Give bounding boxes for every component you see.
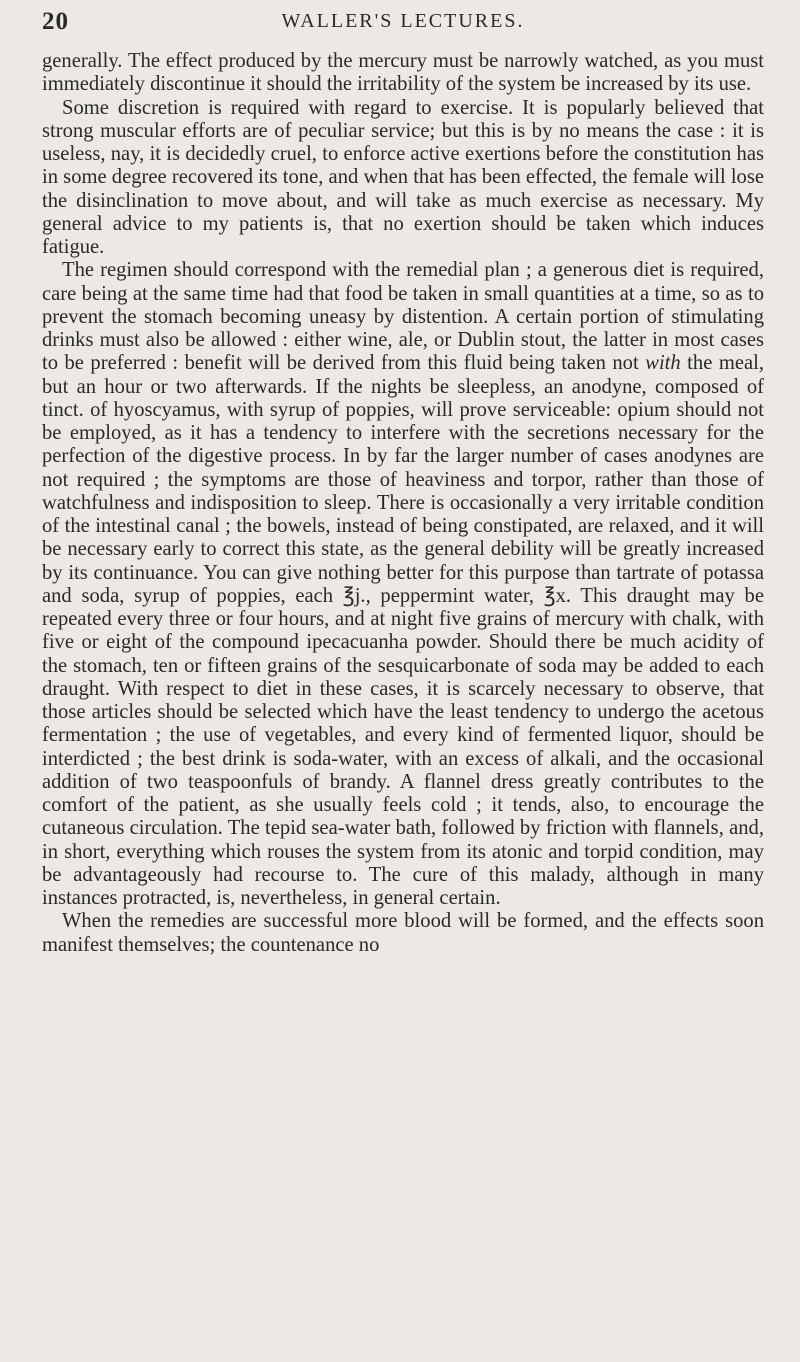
page-number: 20 [42,8,69,35]
text-run: Some discretion is required with regard to exercise. It is popularly believed that strong muscular efforts are of peculiar service; but this is by no means the case : it is useless, nay, it is decidedly cruel, to enforce active exertions before the constitution has in some degree recovered its tone, and when that has been effected, the female will lose the disinclination to move about, and will take as much exercise as necessary. My general advice to my patients is, that no exertion should be taken which induces fatigue. [42,96,764,258]
paragraph [42,50,764,97]
text-run: generally. The effect produced by the mercury must be narrowly watched, as you must immediately discontinue it should the irritability of the system be increased by its use. [42,50,764,96]
paragraph [42,259,764,910]
paragraph [42,910,764,957]
paragraph [42,97,764,260]
body-text [42,50,764,957]
text-run: The regimen should correspond with the remedial plan ; a generous diet is required, care being at the same time had that food be taken in small quantities at a time, so as to prevent the stomach becoming uneasy by distention. A certain portion of stimulating drinks must also be allowed : either wine, ale, or Dublin stout, the latter in most cases to be preferred : benefit will be derived from this fluid being taken not [42,259,764,375]
italic-text: with [645,352,681,375]
text-run: the meal, but an hour or two afterwards. If the nights be sleepless, an anodyne, composed of tinct. of hyoscyamus, with syrup of poppies, will prove serviceable: opium should not be employed, as it has a tendency to interfere with the secretions necessary for the perfection of the digestive process. In by far the larger number of cases anodynes are not required ; the symptoms are those of heaviness and torpor, rather than those of watchfulness and indisposition to sleep. There is occasionally a very irritable condition of the intestinal canal ; the bowels, instead of being constipated, are relaxed, and it will be necessary early to correct this state, as the general debility will be greatly increased by its continuance. You can give nothing better for this purpose than tartrate of potassa and soda, syrup of poppies, each ℥j., peppermint water, ℥x. This draught may be repeated every three or four hours, and at night five grains of mercury with chalk, with five or eight of the compound ipecacuanha powder. Should there be much acidity of the stomach, ten or fifteen grains of the sesquicarbonate of soda may be added to each draught. With respect to diet in these cases, it is scarcely necessary to observe, that those articles should be selected which have the least tendency to undergo the acetous fermentation ; the use of vegetables, and every kind of fermented liquor, should be interdicted ; the best drink is soda-water, with an excess of alkali, and the occasional addition of two teaspoonfuls of brandy. A flannel dress greatly contributes to the comfort of the patient, as she usually feels cold ; it tends, also, to encourage the cutaneous circulation. The tepid sea-water bath, followed by friction with flannels, and, in short, everything which rouses the system from its atonic and torpid condition, may be advantageously had recourse to. The cure of this malady, although in many instances protracted, is, nevertheless, in general certain. [42,352,764,909]
page-header [42,0,764,50]
running-title: WALLER'S LECTURES. [281,10,525,32]
text-run: When the remedies are successful more blood will be formed, and the effects soon manifest themselves; the countenance no [42,910,764,956]
